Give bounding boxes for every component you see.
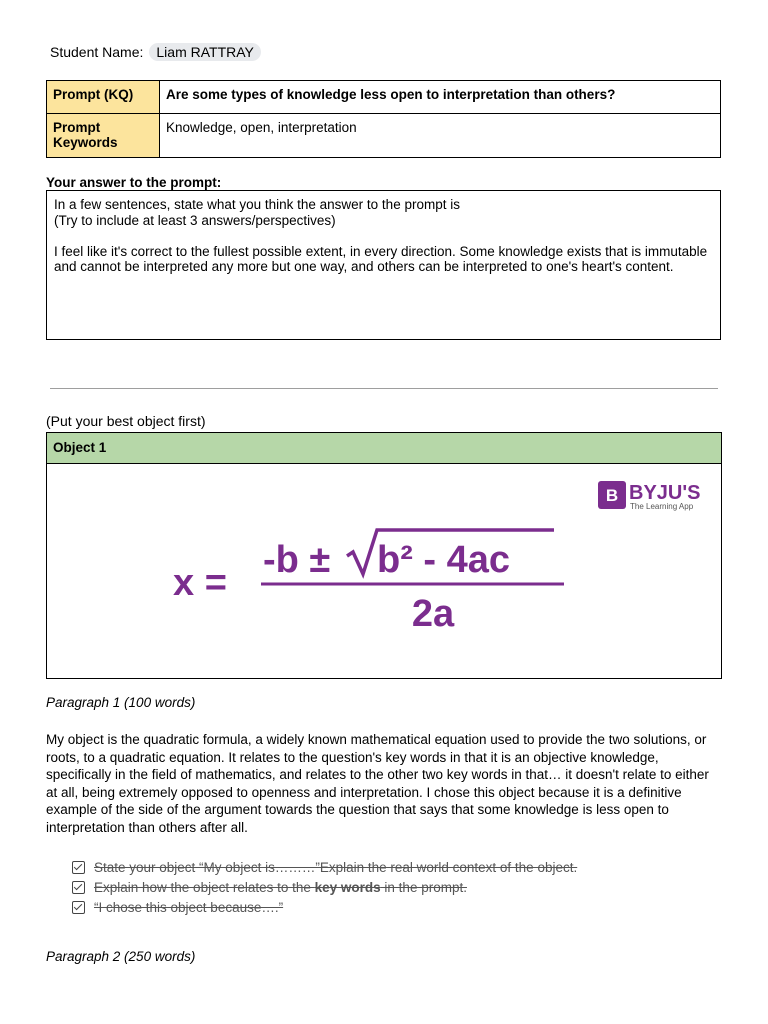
checklist-item[interactable]	[72, 877, 577, 897]
byjus-tagline: The Learning App	[630, 502, 694, 511]
section-divider	[50, 388, 718, 389]
prompt-kq-label: Prompt (KQ)	[47, 81, 160, 114]
paragraph-2-label: Paragraph 2 (250 words)	[46, 949, 196, 964]
quadratic-formula-image	[47, 464, 721, 678]
prompt-keywords-text: Knowledge, open, interpretation	[160, 114, 721, 158]
paragraph-1-label: Paragraph 1 (100 words)	[46, 695, 196, 710]
checklist-item-keyword: key words	[314, 879, 381, 895]
checked-checkbox-icon[interactable]	[72, 901, 85, 914]
answer-title: Your answer to the prompt:	[46, 175, 222, 190]
checklist-item[interactable]	[72, 897, 577, 917]
answer-instruction-2: (Try to include at least 3 answers/perspectives)	[54, 212, 336, 228]
student-name-chip[interactable]: Liam RATTRAY	[149, 43, 261, 61]
formula-graphic	[47, 464, 721, 678]
student-name-row	[50, 43, 261, 61]
checklist-item-text: “I chose this object because….”	[94, 899, 284, 915]
object-title: Object 1	[47, 433, 721, 464]
byjus-brand-name: BYJU'S	[629, 482, 701, 504]
student-name-label: Student Name:	[50, 44, 144, 60]
answer-response: I feel like it's correct to the fullest possible extent, in every direction. Some knowledge exists that is immutable and cannot be interpreted any more but one way, and others can be interpreted to one's heart's content.	[54, 243, 708, 274]
formula-lhs: x =	[173, 562, 227, 604]
paragraph-1-text[interactable]: My object is the quadratic formula, a widely known mathematical equation used to provide the two solutions, or roots, to a quadratic equation. It relates to the question's key words in that it is an objective knowledge, specifically in the field of mathematics, and relates to the other two key words in that… it doesn't relate to either at all, being extremely opposed to openness and interpretation. I chose this object because it is a definitive example of the side of the argument towards the question that says that some knowledge is less open to interpretation than others after all.	[46, 732, 709, 835]
checklist-item-text-part: in the prompt.	[380, 879, 467, 895]
formula-numerator-prefix: -b ±	[263, 539, 331, 581]
object-hint: (Put your best object first)	[46, 413, 206, 429]
byjus-logo	[598, 481, 700, 511]
answer-instruction-1: In a few sentences, state what you think the answer to the prompt is	[54, 197, 460, 212]
formula-denominator: 2a	[411, 593, 455, 635]
checklist	[72, 857, 577, 917]
prompt-kq-text: Are some types of knowledge less open to interpretation than others?	[160, 81, 721, 114]
checklist-item-text-part: Explain how the object relates to the	[94, 879, 315, 895]
checklist-item-text: State your object “My object is………”Explain the real world context of the object.	[94, 859, 578, 875]
prompt-keywords-label: Prompt Keywords	[47, 114, 160, 158]
formula-radicand: b² - 4ac	[377, 539, 511, 581]
answer-box[interactable]	[46, 190, 721, 340]
checklist-item-text	[94, 880, 467, 895]
checked-checkbox-icon[interactable]	[72, 881, 85, 894]
object-box	[46, 432, 722, 679]
byjus-logo-letter: B	[605, 486, 619, 505]
checked-checkbox-icon[interactable]	[72, 861, 85, 874]
checklist-item[interactable]	[72, 857, 577, 877]
prompt-table	[46, 80, 721, 158]
